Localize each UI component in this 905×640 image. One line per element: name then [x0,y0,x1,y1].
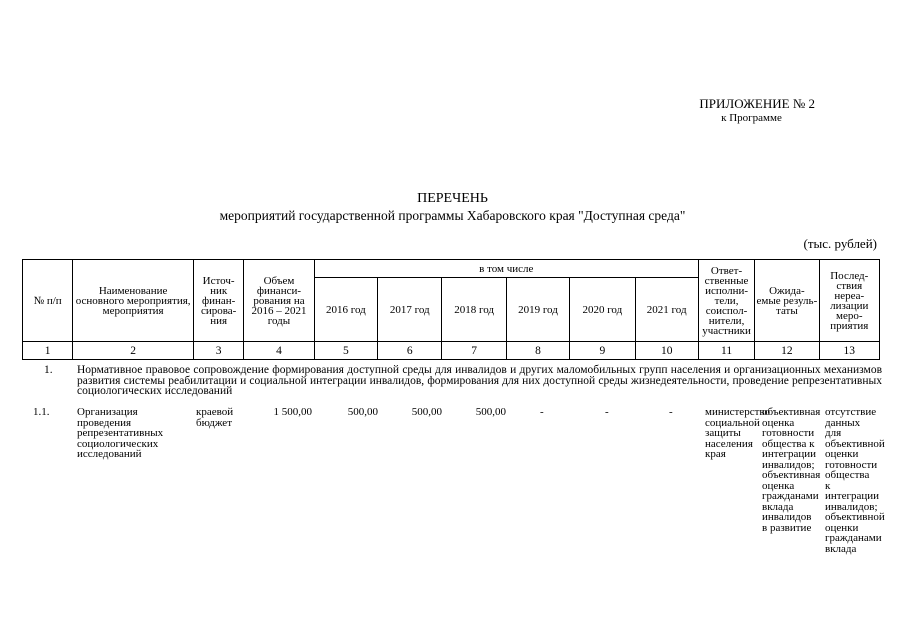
section-text: Нормативное правовое сопровождение формирования доступной среды для инвалидов и других маломобильных групп населения и организационных механизмов развития системы реабилитации и социальной интеграции инвалидов, формирования для них доступной среды жизнедеятельности, проведение репрезентативных социологических исследований [77,364,882,397]
header-year: 2021 год [635,278,698,342]
col-number: 8 [506,342,569,360]
units-label: (тыс. рублей) [803,236,877,251]
col-number: 9 [570,342,635,360]
col-number: 1 [23,342,73,360]
document-title: ПЕРЕЧЕНЬ [417,191,488,206]
header-responsible: Ответ- ственные исполни- тели, соиспол- нители, участники [698,260,754,342]
item-number: 1.1. [33,406,50,418]
header-year: 2018 год [442,278,506,342]
col-number: 2 [73,342,194,360]
item-name: Организация проведения репрезентативных социологических исследований [77,406,164,460]
header-num: № п/п [23,260,73,342]
header-volume: Объем финанси- рования на 2016 – 2021 годы [244,260,314,342]
header-expected: Ожида- емые резуль- таты [755,260,819,342]
col-number: 4 [244,342,314,360]
item-expected: объективная оценка готовности общества к интеграции инвалидов; объективная оценка гражданами вклада инвалидов в развитие [762,406,821,534]
item-source: краевой бюджет [196,406,234,429]
header-year: 2016 год [314,278,377,342]
item-responsible: министерство социальной защиты населения края [705,406,771,460]
col-number: 12 [755,342,819,360]
header-year: 2017 год [378,278,442,342]
item-2020: - [605,406,609,418]
col-number: 3 [193,342,243,360]
measures-table-header [22,259,880,360]
header-including: в том числе [314,260,698,278]
item-2018: 500,00 [475,406,506,418]
appendix-subtitle: к Программе [721,112,782,124]
appendix-title: ПРИЛОЖЕНИЕ № 2 [699,96,815,111]
item-2016: 500,00 [347,406,378,418]
item-consequences: отсутствие данных для объективной оценки готовности общества к интеграции инвалидов; объективной оценки гражданами вклада [825,406,885,555]
item-2017: 500,00 [411,406,442,418]
item-2021: - [669,406,673,418]
header-source: Источ- ник финан- сирова- ния [193,260,243,342]
col-number: 11 [698,342,754,360]
item-2019: - [540,406,544,418]
document-subtitle: мероприятий государственной программы Хабаровского края "Доступная среда" [219,208,686,223]
header-year: 2020 год [570,278,635,342]
col-number: 13 [819,342,879,360]
header-name: Наименование основного мероприятия, мероприятия [73,260,194,342]
appendix-label [600,96,815,126]
col-number: 6 [378,342,442,360]
header-year: 2019 год [506,278,569,342]
item-volume: 1 500,00 [273,406,312,418]
header-consequences: Послед- ствия нереа- лизации меро- приятия [819,260,879,342]
col-number: 7 [442,342,506,360]
col-number: 10 [635,342,698,360]
col-number: 5 [314,342,377,360]
section-number: 1. [44,364,53,376]
